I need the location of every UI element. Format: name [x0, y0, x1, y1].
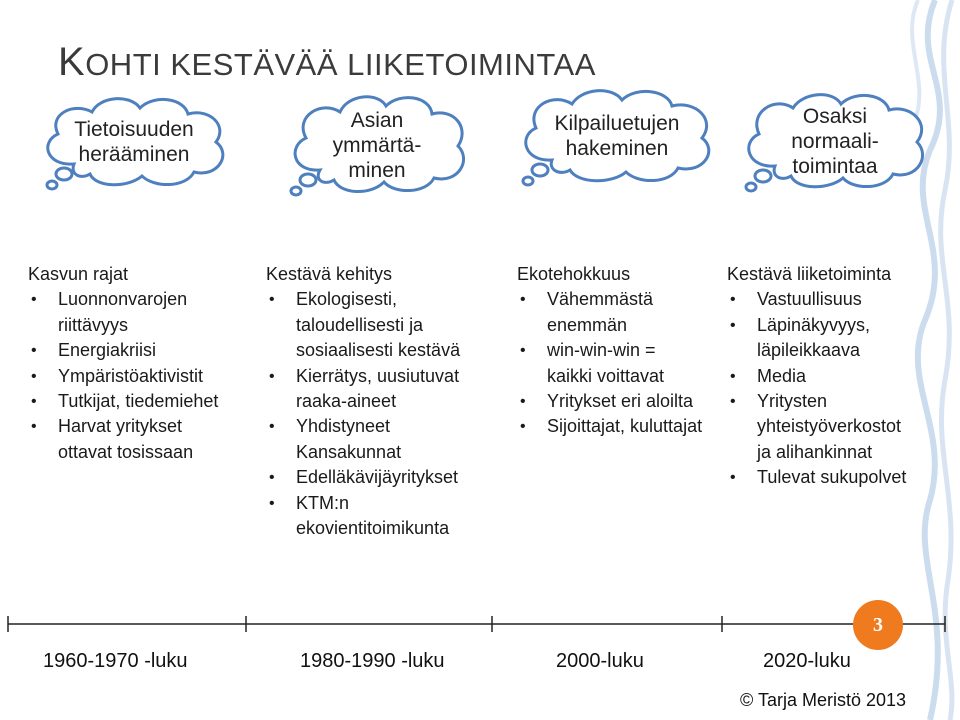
- list-item: • Ympäristöaktivistit: [28, 364, 218, 389]
- timeline-label-1960s: 1960-1970 -luku: [43, 650, 188, 672]
- cloud-text: Kilpailuetujen hakeminen: [554, 112, 680, 160]
- column-heading: Kestävä kehitys: [266, 264, 393, 284]
- list-item: • Läpinäkyvyys, läpileikkaava: [727, 313, 906, 364]
- cloud-text: Tietoisuuden herääminen: [74, 118, 194, 166]
- column-kasvun-rajat: [28, 262, 218, 465]
- list-item: • KTM:n ekovientitoimikunta: [266, 491, 460, 542]
- list-item: • Sijoittajat, kuluttajat: [517, 414, 702, 439]
- timeline-label-1980s: 1980-1990 -luku: [300, 650, 445, 672]
- list-item: • Edelläkävijäyritykset: [266, 465, 460, 490]
- cloud-text: Osaksi normaali- toimintaa: [791, 104, 879, 178]
- list-item: • Energiakriisi: [28, 338, 218, 363]
- list-item: • Yhdistyneet Kansakunnat: [266, 414, 460, 465]
- list-item: • Harvat yritykset ottavat tosissaan: [28, 414, 218, 465]
- column-kestava-kehitys: [266, 262, 460, 541]
- timeline-axis: [0, 612, 960, 636]
- column-kestava-liiketoiminta: [727, 262, 906, 491]
- cloud-text: Asian ymmärtä- minen: [332, 108, 422, 182]
- list-item: • Vastuullisuus: [727, 287, 906, 312]
- list-item: • Media: [727, 364, 906, 389]
- timeline-label-2020s: 2020-luku: [763, 650, 851, 672]
- list-item: • Luonnonvarojen riittävyys: [28, 287, 218, 338]
- list-item: • Tutkijat, tiedemiehet: [28, 389, 218, 414]
- cloud-stage-1: [34, 92, 234, 192]
- cloud-stage-2: [282, 90, 472, 200]
- cloud-stage-4: [735, 88, 935, 194]
- list-item: • Yritysten yhteistyöverkostot ja alihankinnat: [727, 389, 906, 465]
- column-heading: Kasvun rajat: [28, 264, 129, 284]
- timeline-label-2000s: 2000-luku: [556, 650, 644, 672]
- page-number-badge: 3: [853, 600, 903, 650]
- list-item: • win-win-win = kaikki voittavat: [517, 338, 702, 389]
- copyright-text: © Tarja Meristö 2013: [740, 690, 907, 710]
- list-item: • Ekologisesti, taloudellisesti ja sosiaalisesti kestävä: [266, 287, 460, 363]
- column-ekotehokkuus: [517, 262, 702, 440]
- column-heading: Ekotehokkuus: [517, 264, 631, 284]
- column-heading: Kestävä liiketoiminta: [727, 264, 892, 284]
- page-title: KOHTI KESTÄVÄÄ LIIKETOIMINTAA: [58, 40, 596, 84]
- list-item: • Tulevat sukupolvet: [727, 465, 906, 490]
- list-item: • Yritykset eri aloilta: [517, 389, 702, 414]
- cloud-stage-3: [512, 84, 722, 188]
- list-item: • Kierrätys, uusiutuvat raaka-aineet: [266, 364, 460, 415]
- list-item: • Vähemmästä enemmän: [517, 287, 702, 338]
